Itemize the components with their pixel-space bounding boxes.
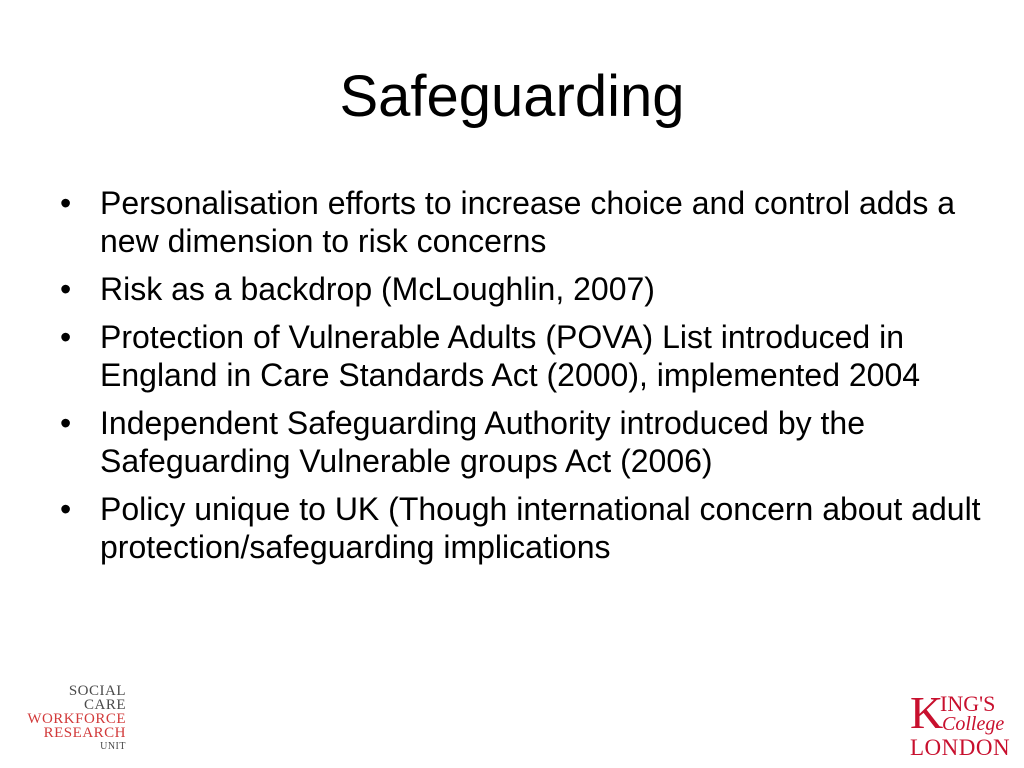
bullet-item	[56, 270, 986, 308]
bullet-icon: •	[60, 491, 72, 527]
slide-title: Safeguarding	[339, 64, 685, 129]
bullet-item	[56, 490, 986, 566]
bullet-text: Personalisation efforts to increase choice and control adds a new dimension to risk concerns	[100, 185, 956, 259]
scwru-logo-line: CARE	[83, 697, 126, 713]
bullet-item	[56, 184, 986, 260]
kcl-logo-ings: ING'S	[940, 691, 996, 716]
kcl-logo	[908, 687, 1018, 760]
kcl-logo-london: LONDON	[910, 735, 1011, 760]
scwru-logo-line: SOCIAL	[68, 683, 126, 699]
bullet-text: Policy unique to UK (Though international concern about adult protection/safeguarding implications	[100, 491, 981, 565]
bullet-item	[56, 404, 986, 480]
bullet-icon: •	[60, 185, 72, 221]
bullet-text: Independent Safeguarding Authority introduced by the Safeguarding Vulnerable groups Act (2006)	[100, 405, 866, 479]
bullet-icon: •	[60, 319, 72, 355]
kcl-logo-college: College	[942, 713, 1005, 735]
bullet-list	[56, 184, 986, 576]
scwru-logo-line: RESEARCH	[43, 725, 126, 741]
scwru-logo-line: WORKFORCE	[27, 711, 126, 727]
bullet-item	[56, 318, 986, 394]
bullet-icon: •	[60, 271, 72, 307]
bullet-text: Protection of Vulnerable Adults (POVA) List introduced in England in Care Standards Act (2000), implemented 2004	[100, 319, 921, 393]
bullet-text: Risk as a backdrop (McLoughlin, 2007)	[100, 271, 655, 307]
scwru-logo	[14, 684, 126, 754]
kcl-logo-k: K	[910, 687, 944, 738]
scwru-logo-line: UNIT	[100, 741, 126, 752]
bullet-icon: •	[60, 405, 72, 441]
